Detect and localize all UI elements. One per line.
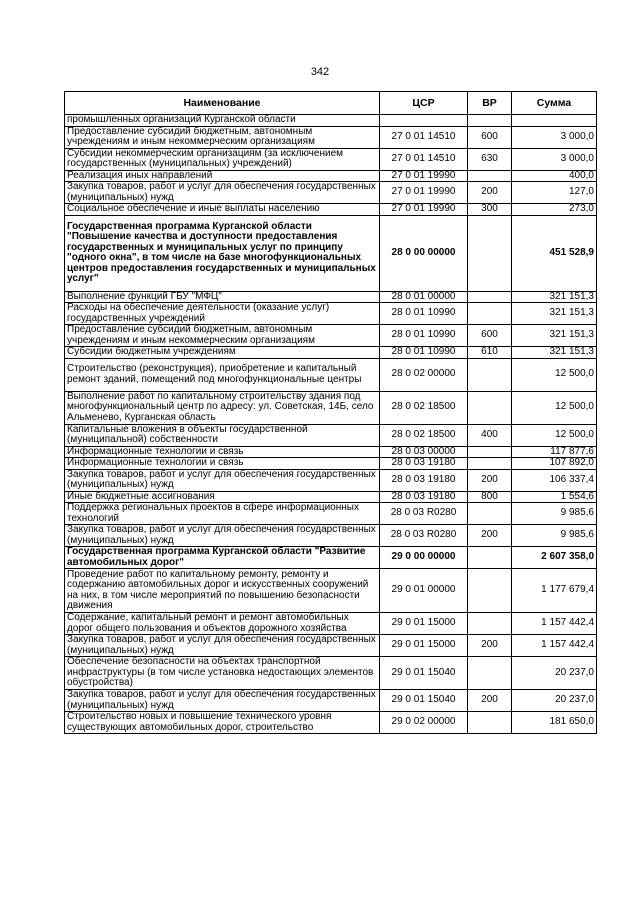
table-row (65, 347, 597, 359)
row-name: Обеспечение безопасности на объектах транспортной инфраструктуры (в том числе установка недостающих элементов обустройства) (65, 657, 380, 690)
row-code: 28 0 01 10990 (380, 325, 468, 347)
row-sum: 9 985,6 (512, 525, 597, 547)
row-code: 29 0 01 00000 (380, 569, 468, 613)
row-vr: 600 (468, 126, 512, 148)
row-code: 29 0 02 00000 (380, 712, 468, 734)
row-code: 28 0 03 19180 (380, 469, 468, 491)
row-vr (468, 712, 512, 734)
table-row (65, 547, 597, 569)
row-code: 27 0 01 19990 (380, 182, 468, 204)
row-code: 28 0 01 00000 (380, 291, 468, 303)
row-vr: 200 (468, 690, 512, 712)
table-row (65, 358, 597, 391)
row-code (380, 115, 468, 127)
row-sum: 321 151,3 (512, 325, 597, 347)
row-sum: 321 151,3 (512, 291, 597, 303)
row-code: 28 0 03 00000 (380, 446, 468, 458)
row-sum: 107 892,0 (512, 458, 597, 470)
budget-table (64, 91, 597, 734)
row-name: Выполнение работ по капитальному строительству здания под многофункциональный центр по адресу: ул. Советская, 14Б, село Альменево, Курганская область (65, 391, 380, 424)
row-vr: 200 (468, 635, 512, 657)
header-name: Наименование (65, 92, 380, 115)
row-code: 28 0 03 19180 (380, 491, 468, 503)
table-body (65, 115, 597, 734)
row-code: 27 0 01 19990 (380, 204, 468, 216)
row-name: промышленных организаций Курганской области (65, 115, 380, 127)
row-sum: 3 000,0 (512, 148, 597, 170)
row-vr (468, 569, 512, 613)
table-row (65, 458, 597, 470)
row-sum: 20 237,0 (512, 657, 597, 690)
row-vr (468, 115, 512, 127)
row-name: Содержание, капитальный ремонт и ремонт автомобильных дорог общего пользования и объектов дорожного хозяйства (65, 613, 380, 635)
row-vr (468, 303, 512, 325)
row-code: 29 0 01 15040 (380, 657, 468, 690)
row-vr (468, 170, 512, 182)
table-row (65, 303, 597, 325)
row-code: 28 0 03 19180 (380, 458, 468, 470)
row-sum: 20 237,0 (512, 690, 597, 712)
table-row (65, 690, 597, 712)
table-row (65, 170, 597, 182)
row-code: 29 0 01 15000 (380, 613, 468, 635)
row-sum: 1 554,6 (512, 491, 597, 503)
row-vr: 800 (468, 491, 512, 503)
row-name: Капитальные вложения в объекты государственной (муниципальной) собственности (65, 424, 380, 446)
row-sum: 1 177 679,4 (512, 569, 597, 613)
row-code: 29 0 01 15000 (380, 635, 468, 657)
row-sum: 9 985,6 (512, 503, 597, 525)
row-code: 28 0 03 R0280 (380, 503, 468, 525)
row-vr: 200 (468, 469, 512, 491)
row-vr: 600 (468, 325, 512, 347)
table-row (65, 325, 597, 347)
row-sum: 106 337,4 (512, 469, 597, 491)
table-row (65, 446, 597, 458)
table-row (65, 148, 597, 170)
row-vr: 630 (468, 148, 512, 170)
row-name: Закупка товаров, работ и услуг для обеспечения государственных (муниципальных) нужд (65, 525, 380, 547)
row-vr: 400 (468, 424, 512, 446)
row-vr: 300 (468, 204, 512, 216)
row-name: Расходы на обеспечение деятельности (оказание услуг) государственных учреждений (65, 303, 380, 325)
row-vr (468, 446, 512, 458)
table-row (65, 491, 597, 503)
row-sum: 12 500,0 (512, 424, 597, 446)
row-code: 28 0 01 10990 (380, 347, 468, 359)
row-sum: 451 528,9 (512, 215, 597, 291)
row-name: Предоставление субсидий бюджетным, автономным учреждениям и иным некоммерческим организациям (65, 126, 380, 148)
row-name: Социальное обеспечение и иные выплаты населению (65, 204, 380, 216)
header-vr: ВР (468, 92, 512, 115)
row-code: 28 0 02 18500 (380, 424, 468, 446)
row-name: Государственная программа Курганской области "Развитие автомобильных дорог" (65, 547, 380, 569)
row-name: Иные бюджетные ассигнования (65, 491, 380, 503)
row-code: 27 0 01 19990 (380, 170, 468, 182)
table-row (65, 525, 597, 547)
row-vr (468, 503, 512, 525)
row-vr (468, 547, 512, 569)
table-row (65, 569, 597, 613)
row-name: Государственная программа Курганской области "Повышение качества и доступности предоставления государственных и муниципальных услуг по принципу "одного окна", в том числе на базе многофункциональных центров предоставления государственных и муниципальных услуг" (65, 215, 380, 291)
row-sum: 321 151,3 (512, 347, 597, 359)
row-sum: 127,0 (512, 182, 597, 204)
row-sum: 321 151,3 (512, 303, 597, 325)
row-name: Реализация иных направлений (65, 170, 380, 182)
table-row (65, 503, 597, 525)
table-row (65, 126, 597, 148)
row-name: Субсидии некоммерческим организациям (за исключением государственных (муниципальных) учреждений) (65, 148, 380, 170)
header-code: ЦСР (380, 92, 468, 115)
row-code: 28 0 02 18500 (380, 391, 468, 424)
table-row (65, 613, 597, 635)
header-sum: Сумма (512, 92, 597, 115)
row-sum: 1 157 442,4 (512, 635, 597, 657)
row-code: 28 0 03 R0280 (380, 525, 468, 547)
table-row (65, 635, 597, 657)
table-row (65, 115, 597, 127)
row-code: 27 0 01 14510 (380, 148, 468, 170)
row-vr (468, 657, 512, 690)
row-name: Субсидии бюджетным учреждениям (65, 347, 380, 359)
table-row (65, 182, 597, 204)
table-row (65, 291, 597, 303)
table-row (65, 424, 597, 446)
table-row (65, 204, 597, 216)
row-name: Закупка товаров, работ и услуг для обеспечения государственных (муниципальных) нужд (65, 469, 380, 491)
row-vr (468, 458, 512, 470)
table-row (65, 657, 597, 690)
row-name: Строительство (реконструкция), приобретение и капитальный ремонт зданий, помещений под многофункциональные центры (65, 358, 380, 391)
row-name: Выполнение функций ГБУ "МФЦ" (65, 291, 380, 303)
row-code: 29 0 00 00000 (380, 547, 468, 569)
row-code: 29 0 01 15040 (380, 690, 468, 712)
row-sum: 400,0 (512, 170, 597, 182)
row-vr (468, 391, 512, 424)
row-sum: 2 607 358,0 (512, 547, 597, 569)
row-sum: 273,0 (512, 204, 597, 216)
row-name: Проведение работ по капитальному ремонту, ремонту и содержанию автомобильных дорог и искусственных сооружений на них, в том числе мероприятий по повышению безопасности движения (65, 569, 380, 613)
row-code: 28 0 00 00000 (380, 215, 468, 291)
table-row (65, 215, 597, 291)
row-code: 28 0 02 00000 (380, 358, 468, 391)
row-name: Поддержка региональных проектов в сфере информационных технологий (65, 503, 380, 525)
row-name: Информационные технологии и связь (65, 446, 380, 458)
row-name: Закупка товаров, работ и услуг для обеспечения государственных (муниципальных) нужд (65, 635, 380, 657)
row-code: 28 0 01 10990 (380, 303, 468, 325)
table-header-row (65, 92, 597, 115)
row-sum: 181 650,0 (512, 712, 597, 734)
row-name: Строительство новых и повышение технического уровня существующих автомобильных дорог, строительство (65, 712, 380, 734)
row-sum: 12 500,0 (512, 358, 597, 391)
row-name: Предоставление субсидий бюджетным, автономным учреждениям и иным некоммерческим организациям (65, 325, 380, 347)
table-row (65, 712, 597, 734)
row-sum (512, 115, 597, 127)
row-sum: 1 157 442,4 (512, 613, 597, 635)
row-vr (468, 358, 512, 391)
row-name: Закупка товаров, работ и услуг для обеспечения государственных (муниципальных) нужд (65, 182, 380, 204)
row-code: 27 0 01 14510 (380, 126, 468, 148)
row-name: Информационные технологии и связь (65, 458, 380, 470)
row-vr: 200 (468, 182, 512, 204)
row-vr (468, 291, 512, 303)
row-sum: 12 500,0 (512, 391, 597, 424)
row-name: Закупка товаров, работ и услуг для обеспечения государственных (муниципальных) нужд (65, 690, 380, 712)
row-vr (468, 613, 512, 635)
row-vr: 200 (468, 525, 512, 547)
page-number: 342 (310, 66, 330, 78)
table-row (65, 391, 597, 424)
table-row (65, 469, 597, 491)
row-sum: 117 877,6 (512, 446, 597, 458)
row-vr (468, 215, 512, 291)
row-sum: 3 000,0 (512, 126, 597, 148)
row-vr: 610 (468, 347, 512, 359)
